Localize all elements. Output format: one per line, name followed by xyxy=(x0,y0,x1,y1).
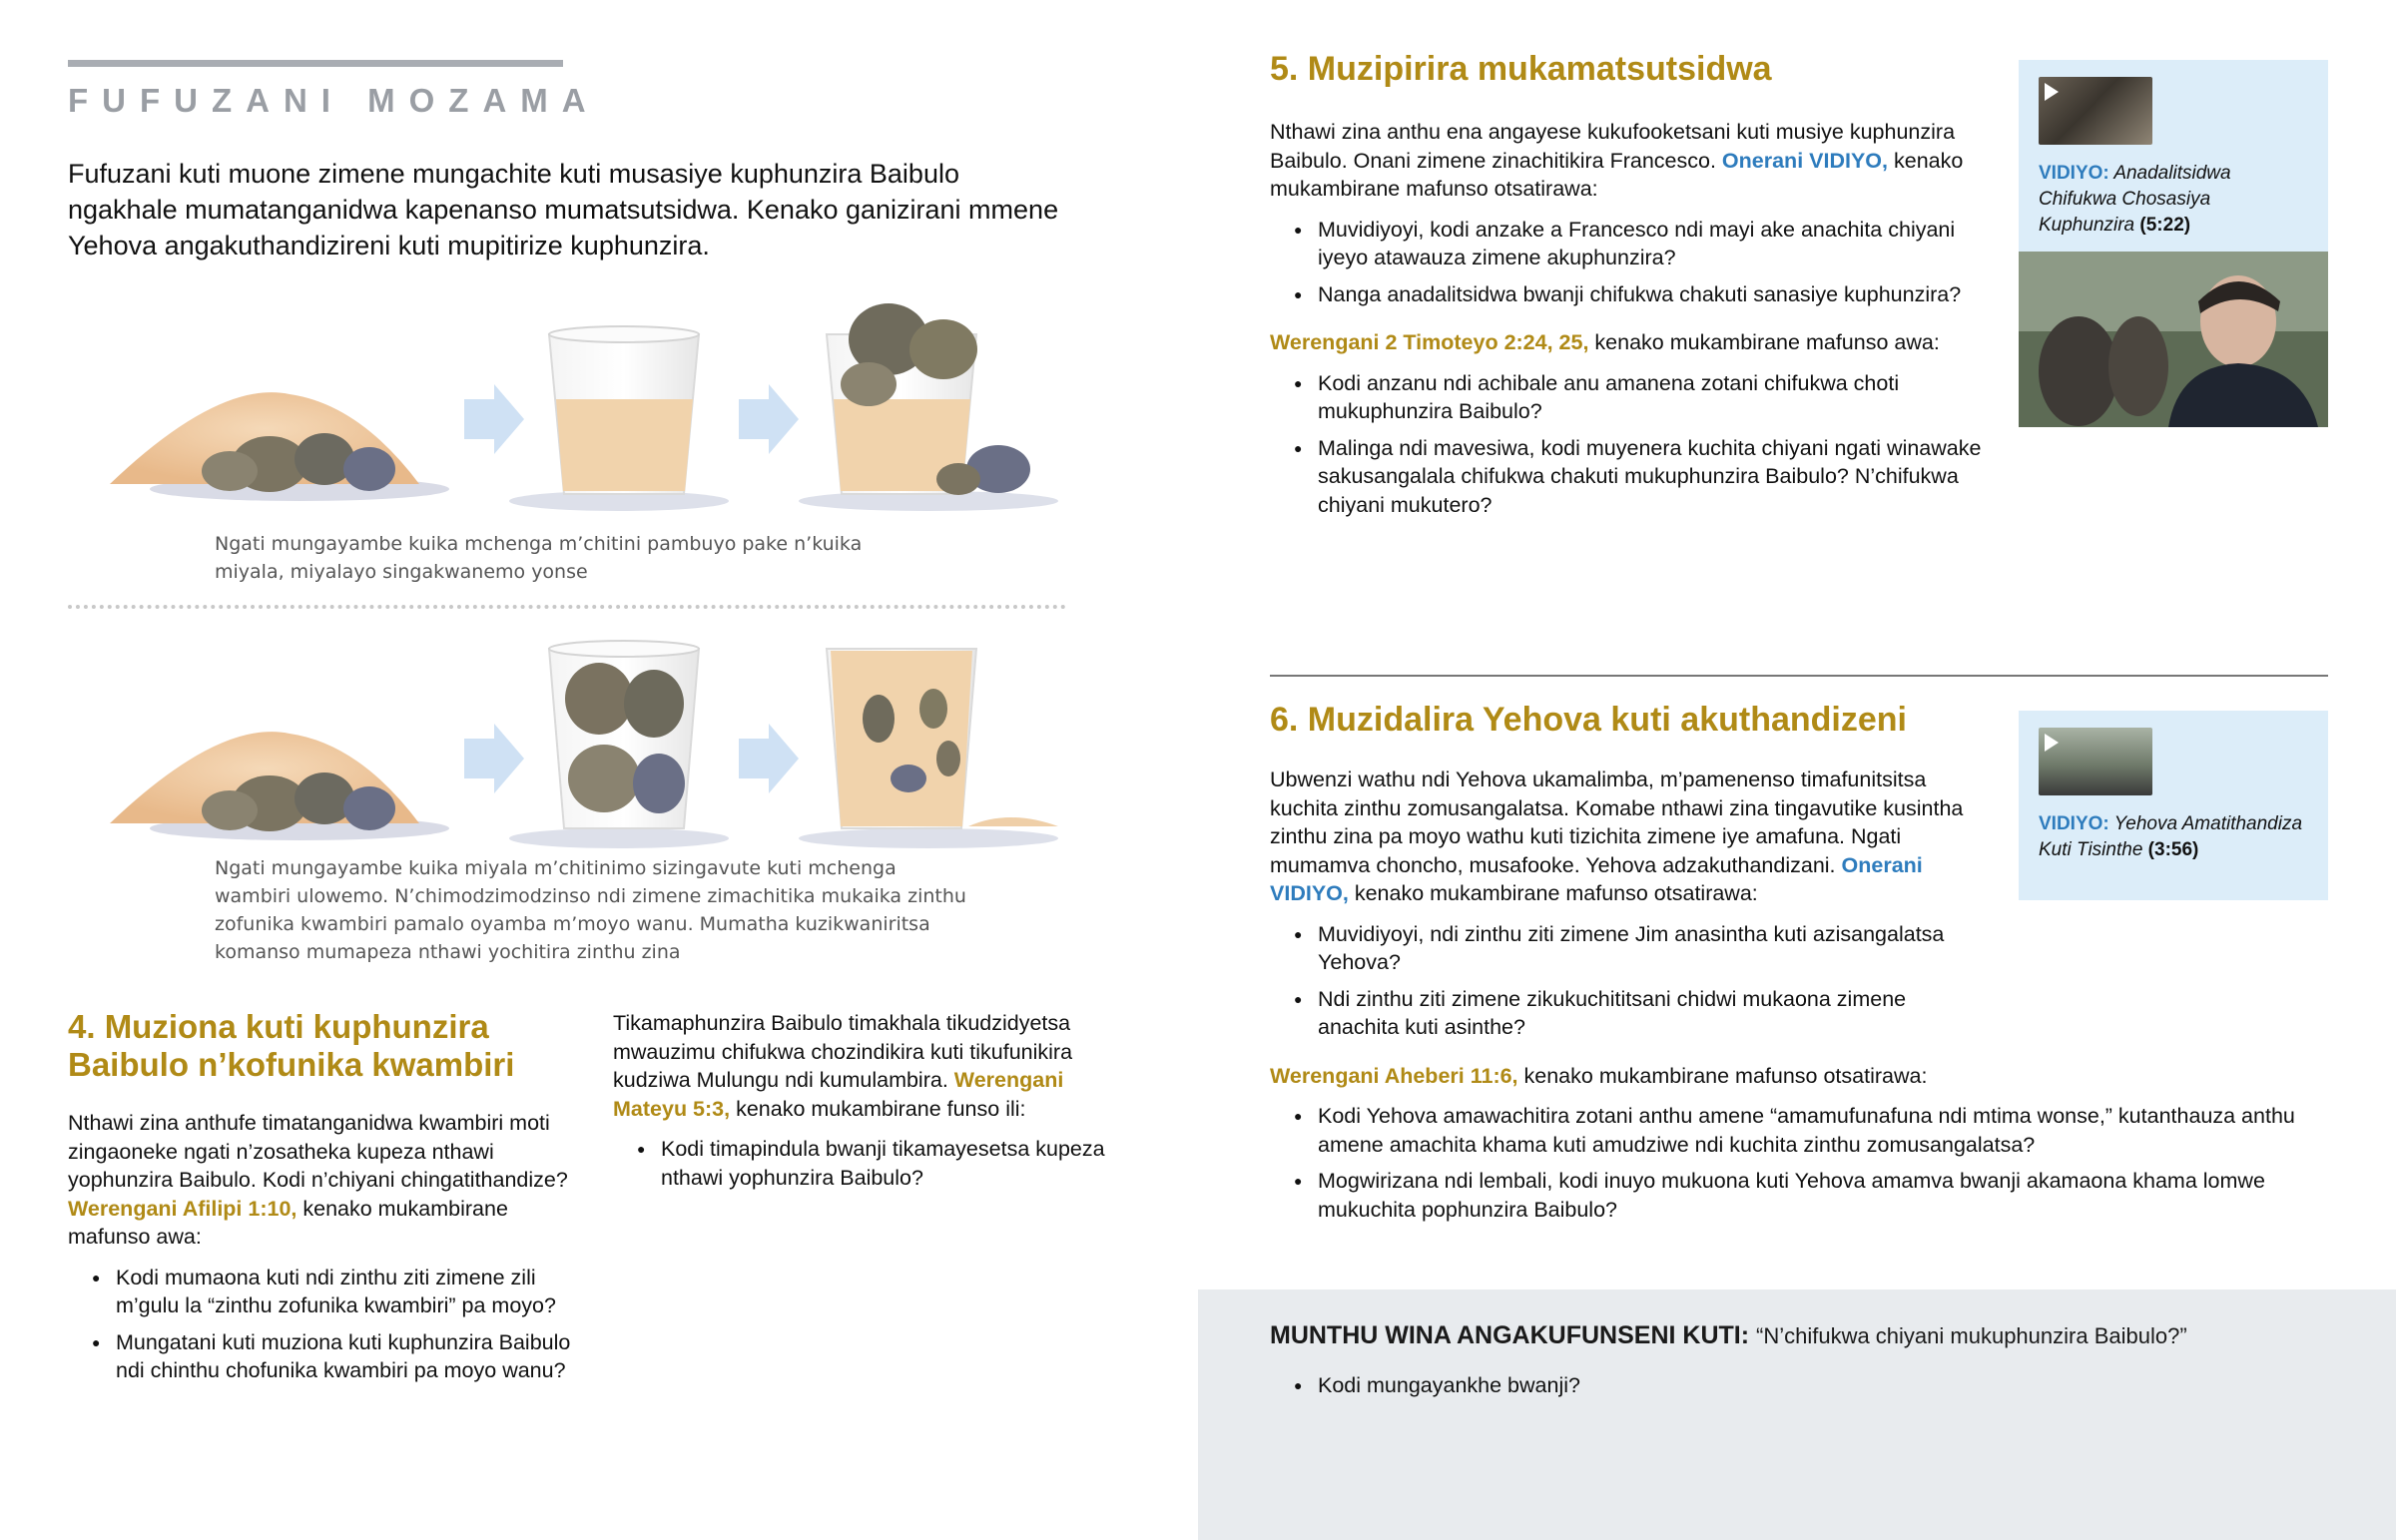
section-4-text-2: Tikamaphunzira Baibulo timakhala tikudzidyetsa mwauzimu chifukwa chozindikira kuti tikufunikira kudziwa Mulungu ndi kumulambira. xyxy=(613,1011,1073,1092)
rock xyxy=(343,786,395,830)
rock xyxy=(624,670,684,738)
illustration-caption-2: Ngati mungayambe kuika miyala m’chitinimo sizingavute kuti mchenga wambiri ulowemo. N’chimodzimodzinso ndi zimene zimachitika mukaika zinthu zofunika kwambiri pamalo oyamba m’moyo wanu. Mumatha kuzikwaniritsa komanso mumapeza nthawi yochitira zinthu zina xyxy=(215,857,966,963)
video-duration: (5:22) xyxy=(2139,215,2191,236)
video-thumbnail[interactable] xyxy=(2039,728,2152,795)
list-item: ● Muvidiyoyi, ndi zinthu ziti zimene Jim anasintha kuti azisangalatsa Yehova? xyxy=(1270,920,1989,977)
list-item: ● Nanga anadalitsidwa bwanji chifukwa chakuti sanasiye kuphunzira? xyxy=(1270,280,1989,309)
video-label: VIDIYO: xyxy=(2039,163,2109,184)
section-6-paragraph xyxy=(1270,766,1989,908)
section-5-paragraph xyxy=(1270,118,1989,204)
list-item: ● Kodi timapindula bwanji tikamayesetsa kupeza nthawi yophunzira Baibulo? xyxy=(613,1135,1132,1192)
arrow-right-icon xyxy=(739,724,799,793)
list-item: ● Malinga ndi mavesiwa, kodi muyenera kuchita chiyani ngati winawake sakusangalala chifukwa chakuti mukuphunzira Baibulo? N’chifukwa chiyani mukutero? xyxy=(1270,434,1989,520)
arrow-right-icon xyxy=(464,724,524,793)
illustration-sand-first xyxy=(100,279,1078,519)
watch-video-link[interactable]: Onerani VIDIYO, xyxy=(1270,852,1923,905)
section-5-text: Nthawi zina anthu ena angayese kukufooketsani kuti musiye kuphunzira Baibulo. Onani zimene zinachitikira Francesco. xyxy=(1270,120,1956,173)
dotted-divider xyxy=(68,605,1066,609)
shadow xyxy=(509,828,729,848)
video-box-francesco[interactable] xyxy=(2019,60,2328,427)
rock xyxy=(919,689,947,729)
rock xyxy=(202,790,258,830)
video-duration: (3:56) xyxy=(2147,839,2199,860)
rock xyxy=(202,451,258,491)
section-divider xyxy=(1270,675,2328,677)
section-5-questions xyxy=(1270,216,1989,309)
section-5-text-2-end: kenako mukambirane mafunso awa: xyxy=(1594,330,1940,354)
arrow-right-icon xyxy=(739,384,799,454)
list-item: ● Kodi mumaona kuti ndi zinthu ziti zimene zili m’gulu la “zinthu zofunika kwambiri” pa moyo? xyxy=(68,1264,587,1320)
section-6-questions-2 xyxy=(1270,1102,2318,1224)
section-5-paragraph-2 xyxy=(1270,328,1989,357)
rock xyxy=(565,663,633,735)
sand-spill xyxy=(968,817,1058,826)
video-thumbnail[interactable] xyxy=(2039,77,2152,145)
section-6-text-2-end: kenako mukambirane mafunso otsatirawa: xyxy=(1523,1063,1928,1088)
rock xyxy=(936,741,960,776)
photo-bystander xyxy=(2108,316,2168,416)
section-5-title: 5. Muzipirira mukamatsutsidwa xyxy=(1270,50,1772,88)
rock xyxy=(936,463,980,495)
video-label: VIDIYO: xyxy=(2039,813,2109,834)
video-caption xyxy=(2039,811,2308,863)
scripture-ref-afilipi[interactable]: Werengani Afilipi 1:10, xyxy=(68,1196,298,1221)
photo-trees xyxy=(2019,252,2328,331)
section-6-text-end: kenako mukambirane mafunso otsatirawa: xyxy=(1354,881,1758,905)
section-4-text-2-end: kenako mukambirane funso ili: xyxy=(736,1096,1026,1121)
watch-video-link[interactable]: Onerani VIDIYO, xyxy=(1721,148,1888,173)
section-4-text: Nthawi zina anthufe timatanganidwa kwambiri moti zingaoneke ngati n’zosatheka kupeza nthawi yophunzira Baibulo. Kodi n’chiyani chingatithandize? xyxy=(68,1111,568,1192)
arrow-right-icon xyxy=(464,384,524,454)
section-4-questions-2 xyxy=(613,1135,1132,1192)
section-4-body xyxy=(68,1109,587,1393)
scripture-ref-mateyu[interactable]: Werengani Mateyu 5:3, xyxy=(613,1068,1064,1121)
section-5-body xyxy=(1270,118,1989,527)
illustration-rocks-first xyxy=(100,629,1078,848)
glass-rim xyxy=(549,641,699,657)
scripture-ref-aheberi[interactable]: Werengani Aheberi 11:6, xyxy=(1270,1063,1518,1088)
section-4-paragraph xyxy=(68,1109,587,1252)
section-6-title: 6. Muzidalira Yehova kuti akuthandizeni xyxy=(1270,701,1907,739)
section-6-questions xyxy=(1270,920,1989,1042)
section-4-text-end: kenako mukambirane mafunso awa: xyxy=(68,1196,508,1249)
question-panel-bullets xyxy=(1270,1371,2268,1400)
video-title: Yehova Amatithandiza Kuti Tisinthe xyxy=(2039,813,2303,860)
rock xyxy=(891,765,926,792)
photo-bystander xyxy=(2039,316,2118,426)
list-item: ● Kodi Yehova amawachitira zotani anthu amene “amamufunafuna ndi mtima wonse,” kutanthauza anthu amene amachita khama kuti amudziwe ndi kuchita zinthu zomusangalatsa? xyxy=(1270,1102,2318,1159)
video-title: Anadalitsidwa Chifukwa Chosasiya Kuphunzira xyxy=(2039,163,2231,236)
intro-paragraph: Fufuzani kuti muone zimene mungachite kuti musasiye kuphunzira Baibulo ngakhale mumatanganidwa kapenanso mumatsutsidwa. Kenako ganizirani mmene Yehova angakuthandizireni kuti mupitirize kuphunzira. xyxy=(68,159,1059,260)
rock xyxy=(841,362,897,406)
illustration-caption-1: Ngati mungayambe kuika mchenga m’chitini pambuyo pake n’kuika miyala, miyalayo singakwanemo yonse xyxy=(215,533,863,583)
glass-rim xyxy=(549,326,699,342)
video-box-jim[interactable] xyxy=(2019,711,2328,900)
question-panel-label: MUNTHU WINA ANGAKUFUNSENI KUTI: xyxy=(1270,1321,1750,1349)
list-item: ● Mungatani kuti muziona kuti kuphunzira Baibulo ndi chinthu chofunika kwambiri pa moyo wanu? xyxy=(68,1328,587,1385)
play-icon xyxy=(2045,734,2059,752)
question-panel-question: “N’chifukwa chiyani mukuphunzira Baibulo?” xyxy=(1756,1323,2187,1348)
section-5-questions-2 xyxy=(1270,369,1989,520)
section-5-text-end: kenako mukambirane mafunso otsatirawa: xyxy=(1270,148,1964,201)
list-item: ● Muvidiyoyi, kodi anzake a Francesco ndi mayi ake anachita chiyani iyeyo atawauza zimene akuphunzira? xyxy=(1270,216,1989,272)
rock xyxy=(909,319,977,379)
section-4-questions xyxy=(68,1264,587,1385)
rock xyxy=(343,447,395,491)
list-item: ● Ndi zinthu ziti zimene zikukuchititsani chidwi mukaona zimene anachita kuti asinthe? xyxy=(1270,985,1989,1042)
glass-sand xyxy=(556,399,693,491)
rock xyxy=(568,745,640,812)
video-caption xyxy=(2039,161,2308,239)
review-title: FUFUZANI MOZAMA xyxy=(68,82,600,119)
scripture-ref-timoteyo[interactable]: Werengani 2 Timoteyo 2:24, 25, xyxy=(1270,330,1589,354)
rock xyxy=(863,695,895,743)
section-4-body-right xyxy=(613,1009,1132,1200)
question-panel-list xyxy=(1270,1359,2268,1408)
video-still-photo[interactable] xyxy=(2019,252,2328,427)
list-item: ● Kodi mungayankhe bwanji? xyxy=(1270,1371,2268,1400)
section-4-title: 4. Muziona kuti kuphunzira Baibulo n’kofunika kwambiri xyxy=(68,1008,515,1083)
review-title-rule xyxy=(68,60,563,67)
question-panel-title xyxy=(1270,1319,2368,1352)
list-item: ● Mogwirizana ndi lembali, kodi inuyo mukuona kuti Yehova amamva bwanji akamaona khama lomwe mukuchita pophunzira Baibulo? xyxy=(1270,1167,2318,1224)
play-icon xyxy=(2045,83,2059,101)
right-page xyxy=(1198,0,2396,1540)
section-6-text: Ubwenzi wathu ndi Yehova ukamalimba, m’pamenenso timafunitsitsa kuchita zinthu zomusangalatsa. Komabe nthawi zina tingavutike kusintha zinthu zina pa moyo wathu kuti tizichita zimene iye amafuna. Ngati mumamva choncho, musafooke. Yehova adzakuthandizani. xyxy=(1270,768,1964,877)
list-item: ● Kodi anzanu ndi achibale anu amanena zotani chifukwa choti mukuphunzira Baibulo? xyxy=(1270,369,1989,426)
section-6-paragraph-2 xyxy=(1270,1062,2318,1091)
rock xyxy=(633,754,685,813)
section-4-paragraph-2 xyxy=(613,1009,1132,1123)
shadow xyxy=(799,828,1058,848)
glass-sand xyxy=(831,651,972,826)
